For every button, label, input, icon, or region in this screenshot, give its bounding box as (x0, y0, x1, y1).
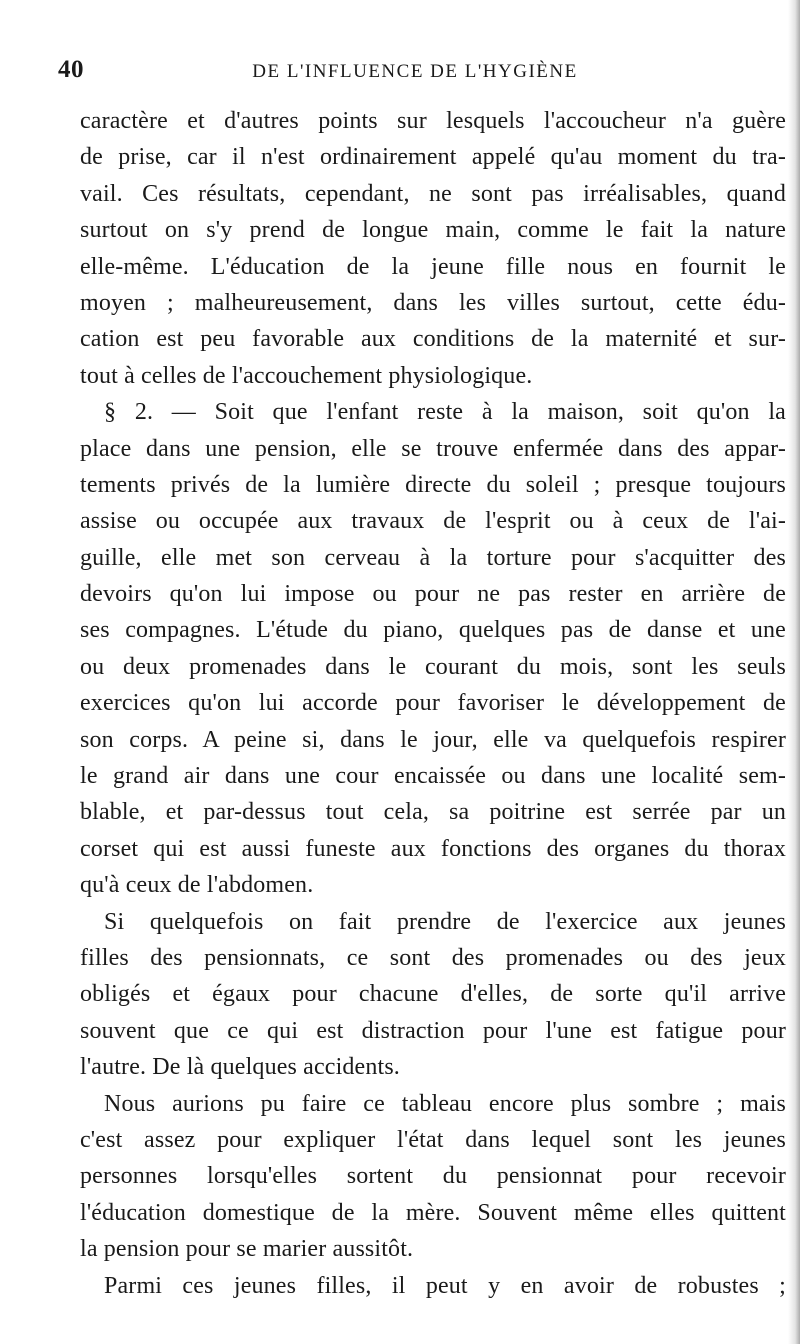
text-line: son corps. A peine si, dans le jour, elle va quelquefois respirer (80, 726, 786, 753)
text-line: surtout on s'y prend de longue main, comme le fait la nature (80, 217, 786, 244)
running-title: DE L'INFLUENCE DE L'HYGIÈNE (252, 61, 578, 82)
text-line: blable, et par-dessus tout cela, sa poitrine est serrée par un (80, 799, 786, 826)
text-line: ou deux promenades dans le courant du mois, sont les seuls (80, 653, 786, 680)
text-line: cation est peu favorable aux conditions de la maternité et sur- (80, 326, 786, 353)
text-line: l'éducation domestique de la mère. Souvent même elles quittent (80, 1199, 786, 1226)
text-line: filles des pensionnats, ce sont des promenades ou des jeux (80, 944, 786, 971)
running-head (0, 56, 800, 90)
page-edge-shadow (788, 0, 800, 1344)
page-number: 40 (58, 56, 84, 83)
text-line: Si quelquefois on fait prendre de l'exercice aux jeunes (104, 908, 786, 935)
text-line: Nous aurions pu faire ce tableau encore plus sombre ; mais (104, 1090, 786, 1117)
text-line: personnes lorsqu'elles sortent du pensionnat pour recevoir (80, 1163, 786, 1190)
text-line: guille, elle met son cerveau à la torture pour s'acquitter des (80, 544, 786, 571)
text-line: souvent que ce qui est distraction pour l'une est fatigue pour (80, 1017, 786, 1044)
text-line: exercices qu'on lui accorde pour favoriser le développement de (80, 690, 786, 717)
text-line: assise ou occupée aux travaux de l'esprit ou à ceux de l'ai- (80, 508, 786, 535)
text-line: moyen ; malheureusement, dans les villes surtout, cette édu- (80, 289, 786, 316)
text-line: place dans une pension, elle se trouve enfermée dans des appar- (80, 435, 786, 462)
text-line: elle-même. L'éducation de la jeune fille nous en fournit le (80, 253, 786, 280)
text-line: c'est assez pour expliquer l'état dans lequel sont les jeunes (80, 1126, 786, 1153)
text-line: ses compagnes. L'étude du piano, quelques pas de danse et une (80, 617, 786, 644)
body-text (80, 103, 786, 1304)
text-line: § 2. — Soit que l'enfant reste à la maison, soit qu'on la (104, 399, 786, 426)
text-line: Parmi ces jeunes filles, il peut y en avoir de robustes ; (104, 1272, 786, 1299)
text-line: tout à celles de l'accouchement physiologique. (80, 362, 533, 389)
text-line: vail. Ces résultats, cependant, ne sont pas irréalisables, quand (80, 180, 786, 207)
text-line: de prise, car il n'est ordinairement appelé qu'au moment du tra- (80, 144, 786, 171)
text-line: obligés et égaux pour chacune d'elles, de sorte qu'il arrive (80, 981, 786, 1008)
text-line: le grand air dans une cour encaissée ou dans une localité sem- (80, 763, 786, 790)
text-line: qu'à ceux de l'abdomen. (80, 872, 314, 899)
text-line: devoirs qu'on lui impose ou pour ne pas rester en arrière de (80, 581, 786, 608)
text-line: corset qui est aussi funeste aux fonctions des organes du thorax (80, 835, 786, 862)
text-line: tements privés de la lumière directe du soleil ; presque toujours (80, 471, 786, 498)
text-line: l'autre. De là quelques accidents. (80, 1054, 400, 1081)
text-line: la pension pour se marier aussitôt. (80, 1236, 414, 1263)
text-line: caractère et d'autres points sur lesquels l'accoucheur n'a guère (80, 108, 786, 134)
